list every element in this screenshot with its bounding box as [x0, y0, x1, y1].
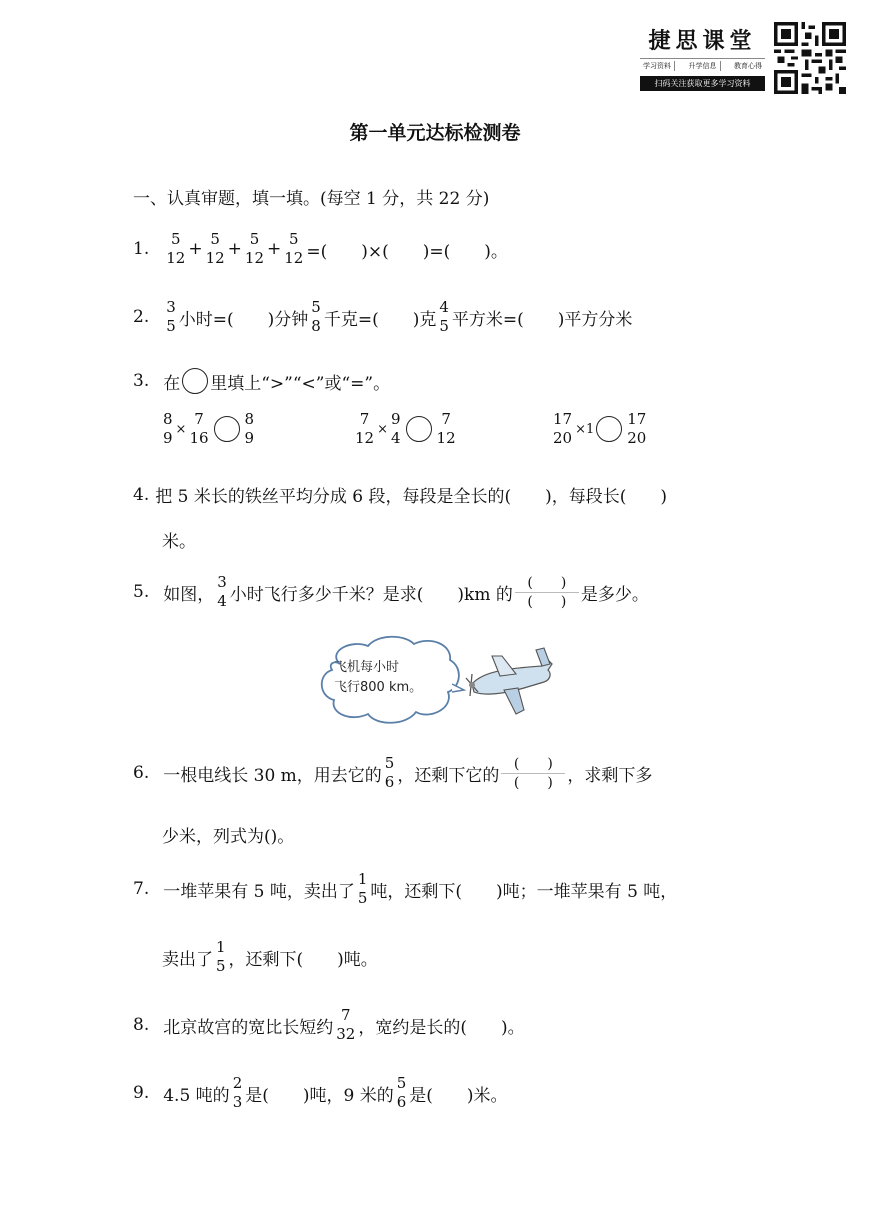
- fraction: 5 12: [284, 230, 304, 267]
- fraction: 8 9: [244, 410, 255, 447]
- answer-circle[interactable]: [214, 416, 240, 442]
- fraction: 5 12: [244, 230, 265, 267]
- question-3: 3. 在 里填上“>”“<”或“=”。: [133, 368, 390, 394]
- fraction: 9 4: [391, 410, 401, 447]
- question-4-cont: 米。: [162, 532, 196, 552]
- fraction: 2 3: [232, 1074, 243, 1111]
- fraction: 5 12: [166, 230, 186, 267]
- question-number: 3.: [133, 371, 150, 391]
- question-number: 8.: [133, 1015, 150, 1035]
- cloud-line: 飞机每小时: [334, 660, 400, 675]
- fraction: 7 12: [355, 410, 375, 447]
- fraction: 1 5: [357, 870, 368, 907]
- brand-tag: 教育心得: [734, 62, 762, 70]
- answer-fraction[interactable]: $\frac{( )}{( )}$: [501, 757, 565, 790]
- question-number: 4.: [133, 484, 150, 505]
- answer-blanks[interactable]: 把 5 米长的铁丝平均分成 6 段，每段是全长的( )，每段长( ): [155, 487, 668, 507]
- compare-item-2: 7 12 × 9 4 7 12: [355, 410, 456, 447]
- circle-icon: [182, 368, 208, 394]
- answer-blanks[interactable]: 小时=( )分钟: [178, 309, 309, 330]
- brand-logo: [640, 24, 765, 91]
- fraction: 3 5: [166, 298, 176, 335]
- fraction: 17 20: [553, 410, 573, 447]
- question-9: 9. 4.5 吨的 2 3 是( )吨，9 米的 5 6 是( )米。: [133, 1074, 508, 1111]
- question-7: 7. 一堆苹果有 5 吨，卖出了 1 5 吨，还剩下( )吨；一堆苹果有 5 吨，: [133, 870, 678, 907]
- brand-tag: 学习资料: [640, 61, 675, 71]
- question-5: 5. 如图， 3 4 小时飞行多少千米？是求( )km 的 $\frac{( )}{( )}$ 是多少。: [133, 573, 649, 610]
- answer-blanks[interactable]: 平方米=( )平方分米: [451, 309, 633, 330]
- answer-fraction[interactable]: $\frac{( )}{( )}$: [515, 576, 579, 609]
- brand-bar: 扫码关注获取更多学习资料: [640, 76, 765, 91]
- compare-item-3: 17 20 ×1 17 20: [553, 410, 647, 447]
- brand-tag: 升学信息: [686, 61, 721, 71]
- airplane-icon: [464, 634, 564, 724]
- airplane-illustration: [312, 634, 562, 729]
- fraction: 7 16: [189, 410, 209, 447]
- question-6: 6. 一根电线长 30 m，用去它的 5 6 ，还剩下它的 $\frac{( )}{( )}$ ，求剩下多: [133, 754, 653, 791]
- fraction: 7 32: [336, 1006, 356, 1043]
- question-number: 5.: [133, 582, 150, 602]
- fraction: 3 4: [217, 573, 227, 610]
- question-number: 9.: [133, 1083, 150, 1103]
- question-7-cont: 卖出了 1 5 ，还剩下( )吨。: [162, 938, 378, 975]
- page-title: 第一单元达标检测卷: [349, 122, 521, 144]
- answer-blanks[interactable]: 是( )米。: [409, 1085, 508, 1106]
- answer-blanks[interactable]: ，还剩下( )吨。: [228, 949, 378, 970]
- fraction: 7 12: [436, 410, 456, 447]
- question-1: 1. 5 12 + 5 12 + 5 12 + 5 12 =( )×( )=( )。: [133, 230, 508, 267]
- answer-circle[interactable]: [596, 416, 622, 442]
- question-6-cont[interactable]: 少米，列式为()。: [162, 827, 295, 847]
- fraction: 17 20: [627, 410, 647, 447]
- fraction: 5 6: [384, 754, 395, 791]
- question-number: 7.: [133, 879, 150, 899]
- question-8: 8. 北京故宫的宽比长短约 7 32 ，宽约是长的( )。: [133, 1006, 525, 1043]
- cloud-line: 飞行800 km。: [334, 680, 423, 695]
- answer-blanks[interactable]: 小时飞行多少千米？是求( )km 的: [229, 584, 513, 605]
- answer-blanks[interactable]: 是( )吨，9 米的: [245, 1085, 394, 1106]
- fraction: 8 9: [163, 410, 173, 447]
- fraction: 4 5: [439, 298, 449, 335]
- brand-name: 捷思课堂: [648, 28, 757, 54]
- section-heading: 一、认真审题，填一填。(每空 1 分，共 22 分): [133, 189, 490, 209]
- fraction: 5 8: [311, 298, 321, 335]
- qr-code-icon[interactable]: [774, 22, 846, 94]
- answer-circle[interactable]: [406, 416, 432, 442]
- fraction: 5 6: [396, 1074, 407, 1111]
- question-2: [133, 300, 632, 334]
- answer-blanks[interactable]: 千克=( )克: [323, 309, 437, 330]
- fraction: 5 12: [205, 230, 225, 267]
- answer-blanks[interactable]: =( )×( )=( )。: [306, 241, 508, 262]
- question-number: 6.: [133, 763, 150, 783]
- fraction: 1 5: [216, 938, 226, 975]
- compare-item-1: 8 9 × 7 16 8 9: [163, 410, 255, 447]
- answer-blanks[interactable]: 吨，还剩下( )吨；一堆苹果有 5 吨，: [370, 881, 678, 902]
- answer-blanks[interactable]: ，宽约是长的( )。: [358, 1017, 525, 1038]
- brand-tags: [640, 58, 765, 71]
- question-number: 2.: [133, 307, 150, 327]
- question-number: 1.: [133, 239, 150, 259]
- question-4: [133, 482, 667, 507]
